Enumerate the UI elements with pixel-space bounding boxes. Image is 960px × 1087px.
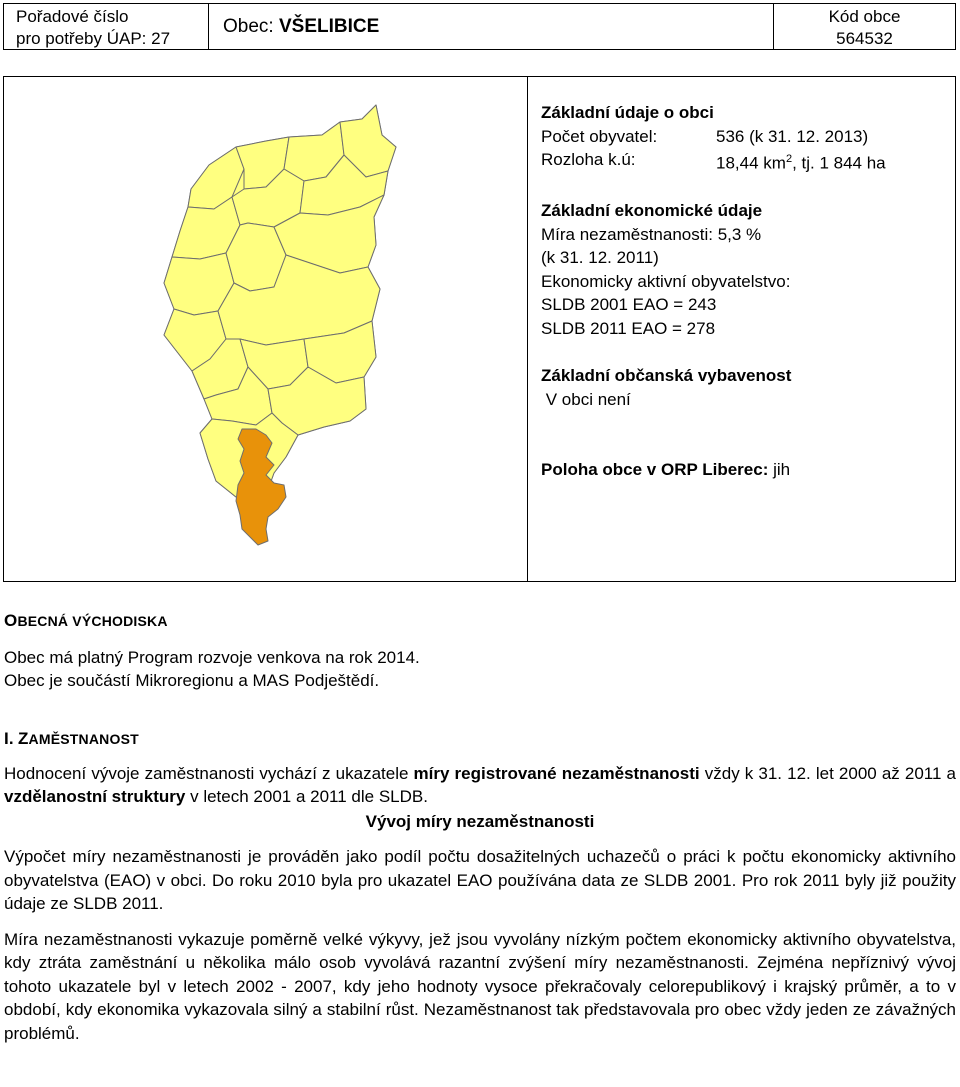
area-row [541, 148, 951, 175]
code-value: 564532 [836, 29, 893, 48]
info-panel [541, 101, 951, 482]
area-superscript: 2 [785, 153, 793, 165]
general-section [4, 609, 956, 693]
employment-heading [4, 727, 956, 752]
p1-bold-b: míry registrované nezaměstnanosti [413, 763, 700, 783]
sequence-value: pro potřeby ÚAP: 27 [16, 29, 171, 48]
code-cell [774, 4, 955, 49]
position-value: jih [773, 460, 791, 480]
employment-heading-number: I. [4, 729, 14, 748]
employment-heading-rest: AMĚSTNANOST [28, 731, 139, 747]
civic-value: V obci není [541, 389, 631, 409]
p1-bold-d: vzdělanostní struktury [4, 787, 186, 806]
p1-text-a: Hodnocení vývoje zaměstnanosti vychází z ukazatele [4, 763, 414, 783]
municipality-prefix: Obec: [223, 15, 274, 37]
eao-label: Ekonomicky aktivní obyvatelstvo: [541, 271, 791, 291]
general-line-2: Obec je součástí Mikroregionu a MAS Podještědí. [4, 671, 380, 690]
employment-paragraph-2: Výpočet míry nezaměstnanosti je prováděn jako podíl počtu dosažitelných uchazečů o práci k počtu ekonomicky aktivního obyvatelstva (EAO) v obci. Do roku 2010 byla pro ukazatel EAO používána data ze SLDB 2001. Pro rok 2011 byly již použity údaje ze SLDB 2011. [4, 847, 956, 913]
map-cell [4, 77, 528, 581]
position-row [541, 458, 951, 482]
area-value-main: 18,44 km [716, 153, 786, 173]
general-heading [4, 609, 956, 634]
p1-text-e: v letech 2001 a 2011 dle SLDB. [185, 787, 428, 806]
municipality-cell [209, 4, 774, 49]
sequence-cell [4, 4, 209, 49]
employment-paragraph-1 [4, 762, 956, 809]
economic-title: Základní ekonomické údaje [541, 201, 763, 221]
general-heading-rest: BECNÁ VÝCHODISKA [17, 613, 168, 629]
employment-section [4, 727, 956, 1045]
general-line-1: Obec má platný Program rozvoje venkova na rok 2014. [4, 647, 420, 667]
eao-2011: SLDB 2011 EAO = 278 [541, 318, 716, 338]
population-value: 536 (k 31. 12. 2013) [716, 126, 869, 146]
unemployment-date: (k 31. 12. 2011) [541, 248, 659, 268]
header-table [3, 3, 956, 50]
area-label: Rozloha k.ú: [541, 150, 636, 169]
civic-title: Základní občanská vybavenost [541, 366, 792, 386]
municipality-name: VŠELIBICE [278, 15, 380, 37]
unemployment-rate: Míra nezaměstnanosti: 5,3 % [541, 224, 762, 244]
overview-box [3, 76, 956, 582]
unemployment-subtitle: Vývoj míry nezaměstnanosti [365, 811, 595, 831]
code-label: Kód obce [828, 7, 901, 26]
population-label: Počet obyvatel: [541, 126, 658, 146]
sequence-label: Pořadové číslo [16, 7, 129, 26]
position-label: Poloha obce v ORP Liberec: [541, 460, 769, 480]
basic-info-title: Základní údaje o obci [541, 103, 714, 122]
area-value-ha: , tj. 1 844 ha [792, 153, 886, 173]
orp-map [4, 77, 527, 581]
employment-heading-initial: Z [17, 729, 29, 748]
general-heading-initial: O [4, 611, 18, 630]
p1-text-c: vždy k 31. 12. let 2000 až 2011 a [699, 763, 957, 783]
employment-paragraph-3: Míra nezaměstnanosti vykazuje poměrně velké výkyvy, jež jsou vyvolány nízkým počtem ekonomicky aktivního obyvatelstva, kdy ztráta zaměstnání u několika málo osob vyvolává razantní zvýšení míry nezaměstnanosti. Zejména nepříznivý vývoj tohoto ukazatele byl v letech 2002 - 2007, kdy jeho hodnoty vysoce překračovaly celorepublikový i krajský průměr, a to v období, kdy ekonomika vykazovala silný a stabilní růst. Nezaměstnanost tak představovala pro obec vždy jeden ze závažných problémů. [4, 929, 956, 1043]
area-value [716, 148, 886, 175]
population-row [541, 125, 951, 149]
eao-2001: SLDB 2001 EAO = 243 [541, 295, 717, 315]
